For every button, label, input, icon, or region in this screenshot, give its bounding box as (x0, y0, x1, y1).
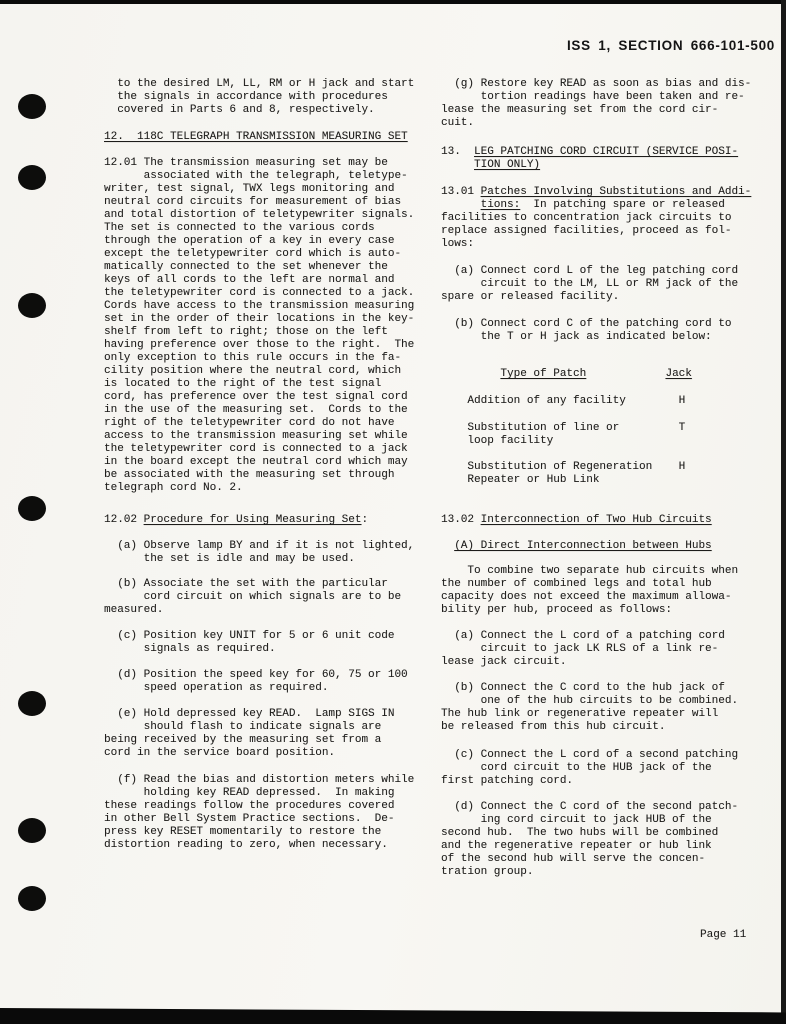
intro-continuation-para: to the desired LM, LL, RM or H jack and start the signals in accordance with procedures covered in Parts 6 and 8, respectively. (104, 78, 415, 116)
item-12-02-a: (a) Observe lamp BY and if it is not lighted, the set is idle and may be used. (104, 540, 415, 565)
para-13-02-intro: To combine two separate hub circuits when the number of combined legs and total hub capacity does not exceed the maximum allowa- bility per hub, proceed as follows: (441, 565, 739, 616)
item-13-01-a: (a) Connect cord L of the leg patching cord circuit to the LM, LL or RM jack of the spare or released facility. (441, 265, 739, 303)
document-header-section-number: ISS 1, SECTION 666-101-500 (566, 38, 775, 53)
page-number: Page 11 (700, 929, 747, 941)
para-12-01: 12.01 The transmission measuring set may be associated with the telegraph, teletype- writer, test signal, TWX legs monitoring and neutral cord circuits for measurement of bias and total distortion of teletypewriter signals. The set is connected to the various cords through the operation of a key in every case except the teletypewriter cord which is auto- matically connected to the set whenever the keys of all cords to the left are normal and the teletypewriter cord is connected to a jack. Cords have access to the transmission measuring set in the order of their locations in the key- shelf from left to right; those on the left having preference over those to the right. The only exception to this rule occurs in the fa- cility position where the neutral cord, which is located to the right of the test signal cord, has preference over the test signal cord in the use of the measuring set. Cords to the right of the teletypewriter cord do not have access to the transmission measuring set while the teletypewriter cord is connected to a jack in the board except the neutral cord which may be associated with the measuring set through telegraph cord No. 2. (104, 157, 415, 494)
para-13-01: 13.01 Patches Involving Substitutions and Addi- tions: In patching spare or released facilities to concentration jack circuits to replace assigned facilities, proceed as fol- lows: (441, 186, 752, 250)
item-13-02-c: (c) Connect the L cord of a second patching cord circuit to the HUB jack of the first patching cord. (441, 749, 739, 787)
item-13-02-b: (b) Connect the C cord to the hub jack of one of the hub circuits to be combined. The hub link or regenerative repeater will be released from this hub circuit. (441, 682, 739, 733)
section-13-heading: 13. LEG PATCHING CORD CIRCUIT (SERVICE POSI- TION ONLY) (441, 146, 739, 171)
patch-table-row-2: Substitution of line or T loop facility (441, 422, 686, 447)
section-12-heading: 12. 118C TELEGRAPH TRANSMISSION MEASURING SET (104, 131, 408, 143)
item-12-02-d: (d) Position the speed key for 60, 75 or 100 speed operation as required. (104, 669, 408, 694)
heading-13-02: 13.02 Interconnection of Two Hub Circuits (441, 514, 712, 526)
patch-table-header: Type of Patch Jack (500, 368, 692, 380)
patch-table-row-1: Addition of any facility H (441, 395, 686, 407)
item-13-02-d: (d) Connect the C cord of the second patch- ing cord circuit to jack HUB of the second hub. The two hubs will be combined and the regenerative repeater or hub link of the second hub will serve the concen- tration group. (441, 801, 739, 878)
item-12-02-c: (c) Position key UNIT for 5 or 6 unit code signals as required. (104, 630, 395, 655)
item-13-01-b: (b) Connect cord C of the patching cord to the T or H jack as indicated below: (441, 318, 732, 343)
item-12-02-f: (f) Read the bias and distortion meters while holding key READ depressed. In making these readings follow the procedures covered in other Bell System Practice sections. De- press key RESET momentarily to restore the distortion reading to zero, when necessary. (104, 774, 415, 851)
item-12-02-b: (b) Associate the set with the particular cord circuit on which signals are to be measured. (104, 578, 402, 616)
patch-table-row-3: Substitution of Regeneration H Repeater or Hub Link (441, 461, 686, 486)
item-13-02-a: (a) Connect the L cord of a patching cord circuit to jack LK RLS of a link re- lease jack circuit. (441, 630, 725, 668)
item-12-02-e: (e) Hold depressed key READ. Lamp SIGS IN should flash to indicate signals are being received by the measuring set from a cord in the service board position. (104, 708, 395, 759)
item-12-02-g: (g) Restore key READ as soon as bias and dis- tortion readings have been taken and re- lease the measuring set from the cord cir- cuit. (441, 78, 752, 129)
heading-13-02-A: (A) Direct Interconnection between Hubs (454, 540, 712, 552)
heading-12-02: 12.02 Procedure for Using Measuring Set: (104, 514, 369, 526)
